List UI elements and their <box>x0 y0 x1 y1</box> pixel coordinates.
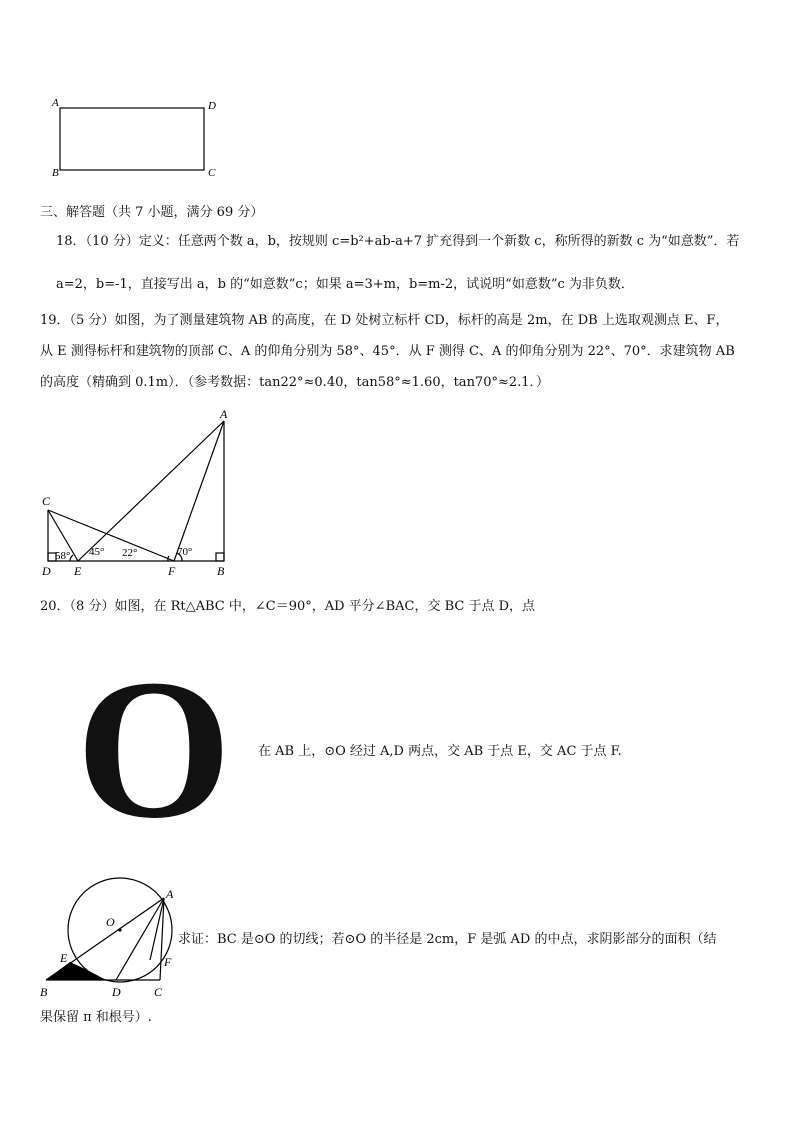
q18-line1: 18．（10 分）定义：任意两个数 a，b，按规则 c=b²+ab-a+7 扩充得到一个新数 c，称所得的新数 c 为“如意数”．若 <box>56 234 740 249</box>
segment-ad <box>116 898 164 980</box>
label-a: A <box>52 97 59 109</box>
q20-line4: 果保留 π 和根号）. <box>40 1010 152 1025</box>
label-b: B <box>52 167 59 179</box>
line-fa <box>174 421 224 561</box>
q19-label-a: A <box>220 407 228 421</box>
q19-label-f: F <box>168 564 176 578</box>
segment-ab <box>46 898 164 980</box>
q20-label-e: E <box>60 951 68 965</box>
angle-arc-e <box>70 555 73 561</box>
q20-label-a: A <box>166 887 174 901</box>
q19-label-c: C <box>42 494 51 508</box>
q19-line2: 从 E 测得标杆和建筑物的顶部 C、A 的仰角分别为 58°、45°．从 F 测得 C、A 的仰角分别为 22°、70°．求建筑物 AB <box>40 344 735 359</box>
q20-line3: 求证：BC 是⊙O 的切线；若⊙O 的半径是 2cm，F 是弧 AD 的中点，求阴影部分的面积（结 <box>178 932 717 947</box>
q18-line2: a=2，b=-1，直接写出 a，b 的“如意数”c；如果 a=3+m，b=m-2，试说明“如意数”c 为非负数． <box>56 277 634 292</box>
q20-label-d: D <box>112 985 121 999</box>
angle-22: 22° <box>122 547 138 559</box>
label-c: C <box>208 167 216 179</box>
q19-line1: 19．（5 分）如图，为了测量建筑物 AB 的高度，在 D 处树立标杆 CD，标杆的高是 2m，在 DB 上选取观测点 E、F， <box>40 313 729 328</box>
q19-label-e: E <box>74 564 82 578</box>
angle-70: 70° <box>177 546 193 558</box>
q20-line2: 在 AB 上，⊙O 经过 A,D 两点，交 AB 于点 E，交 AC 于点 F. <box>258 744 622 759</box>
q19-figure <box>36 405 236 580</box>
rectangle-abcd <box>60 108 204 170</box>
angle-45: 45° <box>89 546 105 558</box>
rectangle-figure <box>44 92 224 182</box>
q20-label-f: F <box>164 955 172 969</box>
q19-label-d: D <box>42 564 51 578</box>
section-heading: 三、解答题（共 7 小题，满分 69 分） <box>40 205 264 220</box>
right-angle-b <box>216 553 224 561</box>
label-d: D <box>208 100 216 112</box>
shaded-region <box>46 962 106 980</box>
q19-line3: 的高度（精确到 0.1m）．（参考数据：tan22°≈0.40，tan58°≈1.60，tan70°≈2.1．） <box>40 375 550 390</box>
q20-label-b: B <box>40 985 48 999</box>
q19-label-b: B <box>217 564 225 578</box>
angle-58: 58° <box>55 550 71 562</box>
q20-figure <box>36 870 186 1002</box>
circle-o-glyph: O <box>76 639 232 860</box>
q20-line1: 20．（8 分）如图，在 Rt△ABC 中，∠C＝90°，AD 平分∠BAC，交 BC 于点 D，点 <box>40 599 536 614</box>
q20-label-c: C <box>154 985 163 999</box>
center-dot <box>118 928 121 931</box>
line-ea <box>78 421 224 561</box>
q20-label-o: O <box>106 915 115 929</box>
